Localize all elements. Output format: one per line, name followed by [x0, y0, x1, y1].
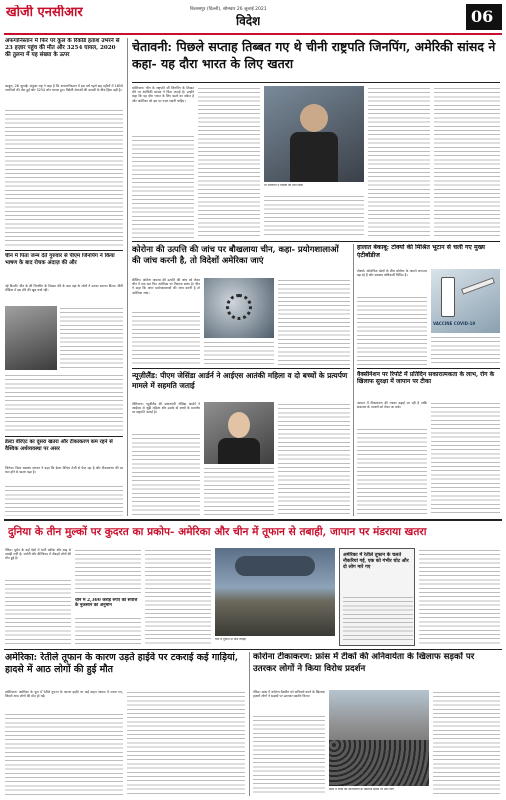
left-body-3: जिनेवा। विश्व स्वास्थ्य संगठन ने कहा कि डेल्टा वेरिएंट तेज़ी से फैल रहा है और टीकाकरण की दर कम होने से खतरा बढ़ा है।	[5, 466, 123, 475]
left-text-block-4	[5, 484, 123, 516]
virus-photo	[204, 278, 274, 338]
right-body-1: टोक्यो। ओलंपिक खेलों के बीच कोरोना के मामले लगातार बढ़ रहे हैं और स्वास्थ्य अधिकारी चिंतित हैं।	[357, 269, 427, 278]
usa-col-2-text	[127, 690, 245, 796]
banner-headline: दुनिया के तीन मुल्कों पर कुदरत का प्रकोप- अमेरिका और चीन में तूफान से तबाही, जापान पर मंडराया खतरा	[8, 526, 427, 538]
vaccine-vial	[441, 277, 455, 317]
storm-photo	[215, 548, 335, 636]
left-text-block-1	[5, 108, 123, 248]
vaccine-label: VACCINE COVID-19	[433, 321, 476, 326]
left-headline-3: डेल्टा वेरिएंट का दूसरा खतरा और टीकाकरण कम रहने से वैश्विक अर्थव्यवस्था पर असर	[5, 439, 113, 452]
disaster-banner	[4, 522, 502, 544]
france-col-3-text	[433, 690, 500, 796]
right-body-2: जापान में टीकाकरण की रफ्तार बढ़ाई जा रही है ताकि संक्रमण के मामलों को रोका जा सके।	[357, 401, 427, 410]
brand-logo: खोजी एनसीआर	[6, 5, 83, 20]
left-text-block-3	[5, 373, 123, 433]
report-col-1-text	[357, 427, 427, 516]
left-text-block-2	[60, 306, 123, 370]
main-col-5-text	[368, 86, 430, 238]
jinping-photo-caption: शी जिनपिंग ने तिब्बत का दौरा किया	[264, 184, 304, 187]
nz-col-1-text	[132, 432, 200, 516]
left-body-2: नई दिल्ली। चीन के शी जिनपिंग के तिब्बत दौरे के बाद वहां के लोगों ने उनका स्वागत किया। चीनी मीडिया में इस दौरे की खूब चर्चा रही।	[5, 284, 123, 293]
protest-photo-caption: फ्रांस में टीकों की अनिवार्यता के खिलाफ सड़क पर उतरे लोग	[329, 788, 394, 791]
left-headline-1: अफगानिस्तान में फिर पर कुल के रिकॉर्ड हताश उभरने से 23 हज़ार पहुंच की मौत और 3254 घायल, 2020 की तुलना में यह संख्या के ऊपर	[5, 38, 120, 58]
left-divider-2	[5, 436, 123, 437]
usa-box	[339, 548, 415, 646]
ardern-face	[228, 412, 250, 438]
page-number: 06	[471, 8, 494, 26]
date-line: बिलासपुर (दिल्ली), सोमवार 26 जुलाई 2021	[190, 7, 267, 12]
bottom-small-head: चीन में 2,300 करोड़ रुपए की संपत्ति के नुकसान का अनुमान	[75, 598, 138, 609]
photo-figure-body	[290, 132, 338, 182]
main-headline-1: चेतावनी: पिछले सप्ताह तिब्बत गए थे चीनी राष्ट्रपति जिनपिंग, अमेरिकी सांसद ने कहा- यह दौरा भारत के लिए खतरा	[132, 39, 496, 71]
banner-rule-top	[4, 519, 502, 521]
vaccine-photo	[431, 269, 500, 333]
corona-col-2-text	[204, 340, 274, 366]
report-col-2-text	[431, 401, 500, 516]
main-col-1-text	[132, 134, 194, 238]
main-body-2: बीजिंग। कोरोना वायरस की उत्पत्ति की जांच को लेकर चीन ने एक बार फिर अमेरिका पर निशाना साधा है। चीन ने कहा कि अगर प्रयोगशालाओं की जांच करनी है तो अमेरिका जाएं।	[132, 278, 200, 295]
bottom-col-2-text	[75, 548, 141, 596]
bottom-col-6-text	[419, 548, 500, 646]
mid-column-rule	[353, 244, 354, 516]
main-col-6-text	[434, 86, 500, 238]
france-body: पेरिस। फ्रांस में कोरोना वैक्सीन को अनिवार्य करने के खिलाफ हज़ारों लोगों ने सड़कों पर उतरकर प्रदर्शन किया।	[253, 690, 325, 699]
right-headline-1: हालात बेकाबू: टोक्यो की मिश्रित भूटान से चली गए मुख्य एंटीबॉडीज	[357, 244, 485, 259]
main-rule-2	[132, 241, 500, 242]
main-body-1: वाशिंगटन। चीन के राष्ट्रपति शी जिनपिंग के तिब्बत दौरे पर अमेरिकी सांसद ने चिंता जताई है। उन्होंने कहा कि यह दौरा भारत के लिए खतरे का संकेत है और अमेरिका को इस पर नज़र रखनी चाहिए।	[132, 86, 194, 103]
bottom-col-1-text	[5, 578, 71, 646]
nz-col-2-text	[204, 466, 274, 516]
left-body-1: काबुल, 26 जुलाई। संयुक्त राष्ट्र ने कहा है कि अफगानिस्तान में इस वर्ष पहले छह महीनों में 1659 नागरिकों की मौत हुई और 3254 लोग घायल हुए। विदेशी सेनाओं की वापसी के बीच हिंसा बढ़ी है।	[5, 84, 123, 93]
header-rule	[4, 33, 502, 35]
usa-box-headline: अमेरिका में रेतीले तूफान के चलते नौकरियां गई, एक को गंभीर चोट और दो लोग मारे गए	[343, 552, 409, 571]
main-rule-1	[132, 82, 500, 83]
usa-box-text	[343, 595, 413, 643]
section-title: विदेश	[236, 14, 261, 28]
nz-col-3-text	[278, 402, 350, 516]
left-divider-1	[5, 250, 123, 251]
masthead	[0, 0, 506, 34]
photo-figure	[300, 104, 328, 132]
syringe-icon	[461, 277, 495, 294]
main-col-2-text	[198, 86, 260, 238]
storm-cloud	[235, 556, 315, 576]
left-column	[5, 38, 123, 516]
bottom-col-2b-text	[75, 616, 141, 646]
virus-icon	[226, 294, 252, 320]
ardern-photo	[204, 402, 274, 464]
france-col-1-text	[253, 714, 325, 796]
main-headline-2: कोरोना की उत्पत्ति की जांच पर बौखलाया चीन, कहा- प्रयोगशालाओं की जांच करनी है, तो विदेशों अमेरिका जाएं	[132, 244, 339, 265]
left-photo	[5, 306, 57, 370]
protest-photo	[329, 690, 429, 786]
usa-col-1-text	[5, 712, 123, 796]
tokyo-col-2-text	[431, 335, 500, 365]
protest-crowd	[329, 740, 429, 786]
corona-col-1-text	[132, 310, 200, 366]
bottom-col-3-text	[145, 548, 211, 646]
bottom-rule	[4, 649, 502, 650]
jinping-photo	[264, 86, 364, 182]
main-body-3: वेलिंगटन। न्यूज़ीलैंड की प्रधानमंत्री जेसिंडा आर्डर्न ने आईएस से जुड़ी महिला और उसके दो बच्चों के प्रत्यर्पण पर सहमति जताई है।	[132, 402, 200, 415]
left-column-rule	[127, 38, 128, 516]
usa-headline: अमेरिका: रेतीले तूफान के कारण उड़ते हाईवे पर टकराई कई गाड़ियां, हादसे में आठ लोगों की हुई मौत	[5, 652, 239, 676]
main-col-4-text	[264, 194, 364, 238]
nz-rule	[132, 368, 350, 369]
usa-body: वाशिंगटन। अमेरिका के यूटा में रेतीले तूफान के कारण हाईवे पर कई वाहन आपस में टकरा गए, जिसमें आठ लोगों की मौत हो गई।	[5, 690, 123, 699]
storm-photo-caption: चीन में तूफान से भारी तबाही	[215, 638, 246, 641]
left-headline-2: चीन में पिता जन्म देते गुरुवार से पीएम जिनपिंग ने किया भाषण के बाद रोचक अंदाज़ की और	[5, 253, 115, 266]
ardern-body	[218, 438, 260, 464]
main-headline-3: न्यूज़ीलैंड: पीएम जेसिंडा आर्डर्न ने आईएस आतंकी महिला व दो बच्चों के प्रत्यर्पण मामले में सहमति जताई	[132, 371, 348, 390]
bottom-left-body: पैरिस। यूरोप के कई देशों में भारी बारिश और बाढ़ से तबाही मची है। जर्मनी और बेल्जियम में सैकड़ों लोगों की मौत हुई है।	[5, 548, 71, 561]
page-number-box	[466, 4, 502, 30]
right-headline-2: वैक्सीनेशन पर रिपोर्ट में प्रतिदिन सकारात्मकता के लाभ, रोग के खिलाफ सुरक्षा में जापान पर टीका	[357, 371, 495, 386]
right-rule-1	[357, 368, 500, 369]
tokyo-col-1-text	[357, 295, 427, 365]
corona-col-3-text	[278, 278, 350, 366]
france-headline: कोरोना टीकाकरण: फ्रांस में टीकों की अनिवार्यता के खिलाफ सड़कों पर उतरकर लोगों ने किया विरोध प्रदर्शन	[253, 652, 475, 674]
bottom-column-rule	[249, 652, 250, 796]
